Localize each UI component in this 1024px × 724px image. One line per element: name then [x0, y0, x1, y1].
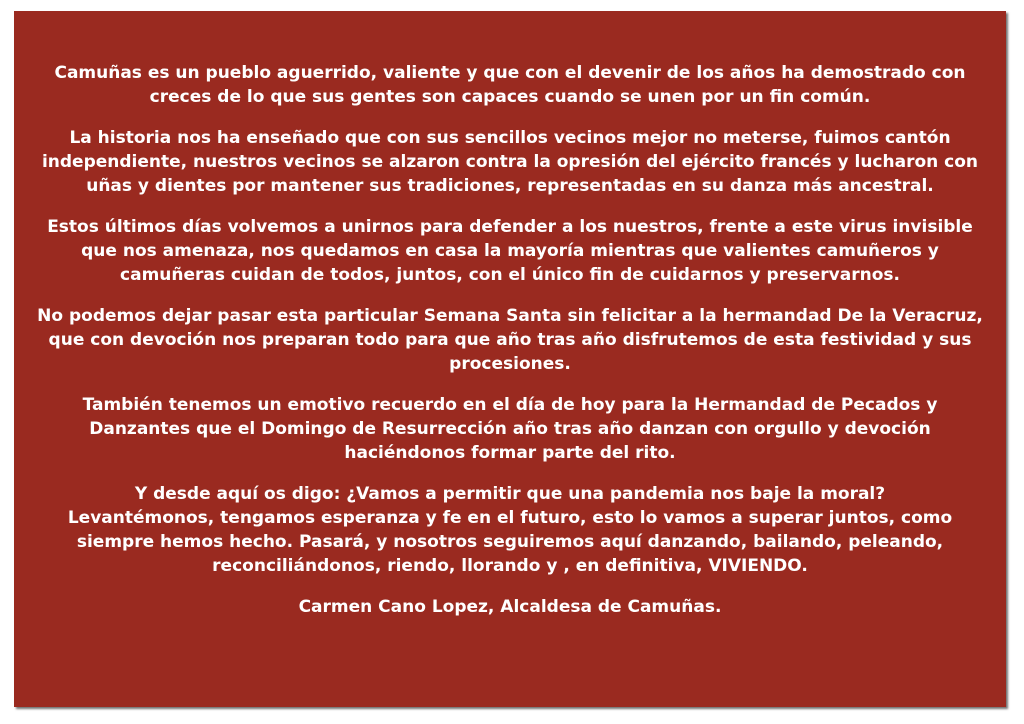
paragraph-camunas: Camuñas es un pueblo aguerrido, valiente y que con el devenir de los años ha demostrado con creces de lo que sus gentes son capaces cuando se unen por un fin común.: [54, 63, 966, 107]
letter-page: [14, 11, 1006, 707]
paragraph-pregunta: Y desde aquí os digo: ¿Vamos a permitir que una pandemia nos baje la moral?: [134, 484, 886, 504]
paragraph-recuerdo: También tenemos un emotivo recuerdo en el día de hoy para la Hermandad de Pecados y Danzantes que el Domingo de Resurrección año tras año danzan con orgullo y devoción haciéndonos formar parte del rito.: [82, 395, 938, 463]
signature: Carmen Cano Lopez, Alcaldesa de Camuñas.: [298, 597, 722, 617]
paragraph-ultimos-dias: Estos últimos días volvemos a unirnos para defender a los nuestros, frente a este virus invisible que nos amenaza, nos quedamos en casa la mayoría mientras que valientes camuñeros y camuñeras cuidan de todos, juntos, con el único fin de cuidarnos y preservarnos.: [47, 217, 973, 285]
paragraph-historia: La historia nos ha enseñado que con sus sencillos vecinos mejor no meterse, fuimos cantón independiente, nuestros vecinos se alzaron contra la opresión del ejército francés y lucharon con uñas y dientes por mantener sus tradiciones, representadas en su danza más ancestral.: [41, 128, 979, 196]
paragraph-semana-santa: No podemos dejar pasar esta particular Semana Santa sin felicitar a la hermandad De la Veracruz, que con devoción nos preparan todo para que año tras año disfrutemos de esta festividad y sus procesiones.: [37, 306, 983, 374]
letter-body: [36, 61, 984, 636]
paragraph-levantemonos: Levantémonos, tengamos esperanza y fe en el futuro, esto lo vamos a superar juntos, como siempre hemos hecho. Pasará, y nosotros seguiremos aquí danzando, bailando, peleando, reconciliándonos, riendo, llorando y , en definitiva, VIVIENDO.: [67, 508, 953, 576]
